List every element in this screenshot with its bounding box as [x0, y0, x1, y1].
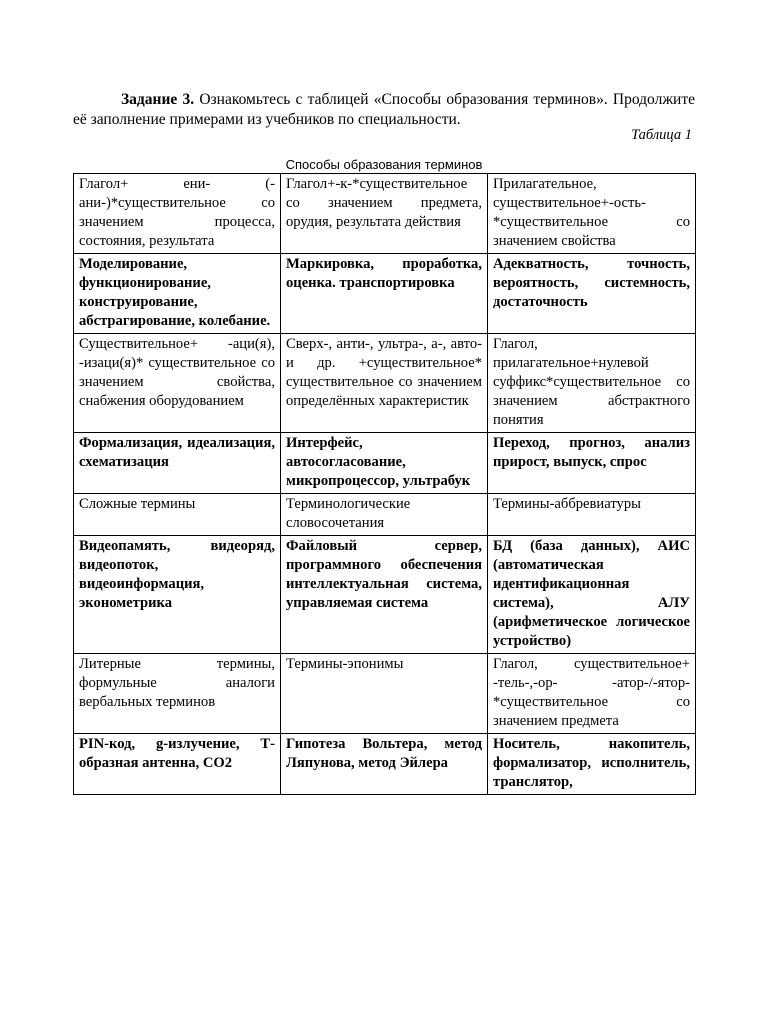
table-row	[74, 254, 696, 334]
table-row	[74, 334, 696, 433]
table-cell: Носитель, накопитель, формализатор, исполнитель, транслятор,	[488, 734, 696, 795]
terms-table	[73, 173, 696, 795]
table-cell: Глагол+ ени- (-ани-)*существительное со значением процесса, состояния, результата	[74, 174, 281, 254]
table-cell: Сверх-, анти-, ультра-, а-, авто- и др. +существительное* существительное со значением определённых характеристик	[281, 334, 488, 433]
table-cell: Термины-эпонимы	[281, 654, 488, 734]
table-cell: Терминологические словосочетания	[281, 494, 488, 536]
task-paragraph	[73, 90, 695, 130]
table-cell: Существительное+ -аци(я), -изаци(я)* существительное со значением свойства, снабжения оборудованием	[74, 334, 281, 433]
table-cell: Гипотеза Вольтера, метод Ляпунова, метод Эйлера	[281, 734, 488, 795]
task-text: Ознакомьтесь с таблицей «Способы образования терминов». Продолжите её заполнение примерами из учебников по специальности.	[73, 91, 695, 128]
table-cell: Прилагательное, существительное+-ость-*существительное со значением свойства	[488, 174, 696, 254]
table-cell: Переход, прогноз, анализ прирост, выпуск, спрос	[488, 433, 696, 494]
table-cell: БД (база данных), АИС (автоматическая идентификационная система), АЛУ (арифметическое логическое устройство)	[488, 536, 696, 654]
table-cell: Глагол+-к-*существительное со значением предмета, орудия, результата действия	[281, 174, 488, 254]
table-cell: Моделирование, функционирование, конструирование, абстрагирование, колебание.	[74, 254, 281, 334]
table-caption: Способы образования терминов	[285, 157, 483, 172]
table-row	[74, 433, 696, 494]
table-cell: Термины-аббревиатуры	[488, 494, 696, 536]
table-row	[74, 654, 696, 734]
table-cell: Адекватность, точность, вероятность, системность, достаточность	[488, 254, 696, 334]
table-cell: PIN-код, g-излучение, Т-образная антенна, СО2	[74, 734, 281, 795]
table-row	[74, 536, 696, 654]
table-cell: Глагол, существительное+ -тель-,-ор- -атор-/-ятор-*существительное со значением предмета	[488, 654, 696, 734]
table-cell: Формализация, идеализация, схематизация	[74, 433, 281, 494]
table-cell: Глагол, прилагательное+нулевой суффикс*существительное со значением абстрактного понятия	[488, 334, 696, 433]
table-cell: Маркировка, проработка, оценка. транспортировка	[281, 254, 488, 334]
task-label: Задание 3.	[121, 91, 195, 108]
table-cell: Видеопамять, видеоряд, видеопоток, видеоинформация, эконометрика	[74, 536, 281, 654]
table-row	[74, 734, 696, 795]
table-cell: Литерные термины, формульные аналоги вербальных терминов	[74, 654, 281, 734]
table-cell: Файловый сервер, программного обеспечения интеллектуальная система, управляемая система	[281, 536, 488, 654]
table-cell: Сложные термины	[74, 494, 281, 536]
table-row	[74, 174, 696, 254]
table-cell: Интерфейс, автосогласование, микропроцессор, ультрабук	[281, 433, 488, 494]
table-row	[74, 494, 696, 536]
table-number: Таблица 1	[631, 127, 692, 143]
